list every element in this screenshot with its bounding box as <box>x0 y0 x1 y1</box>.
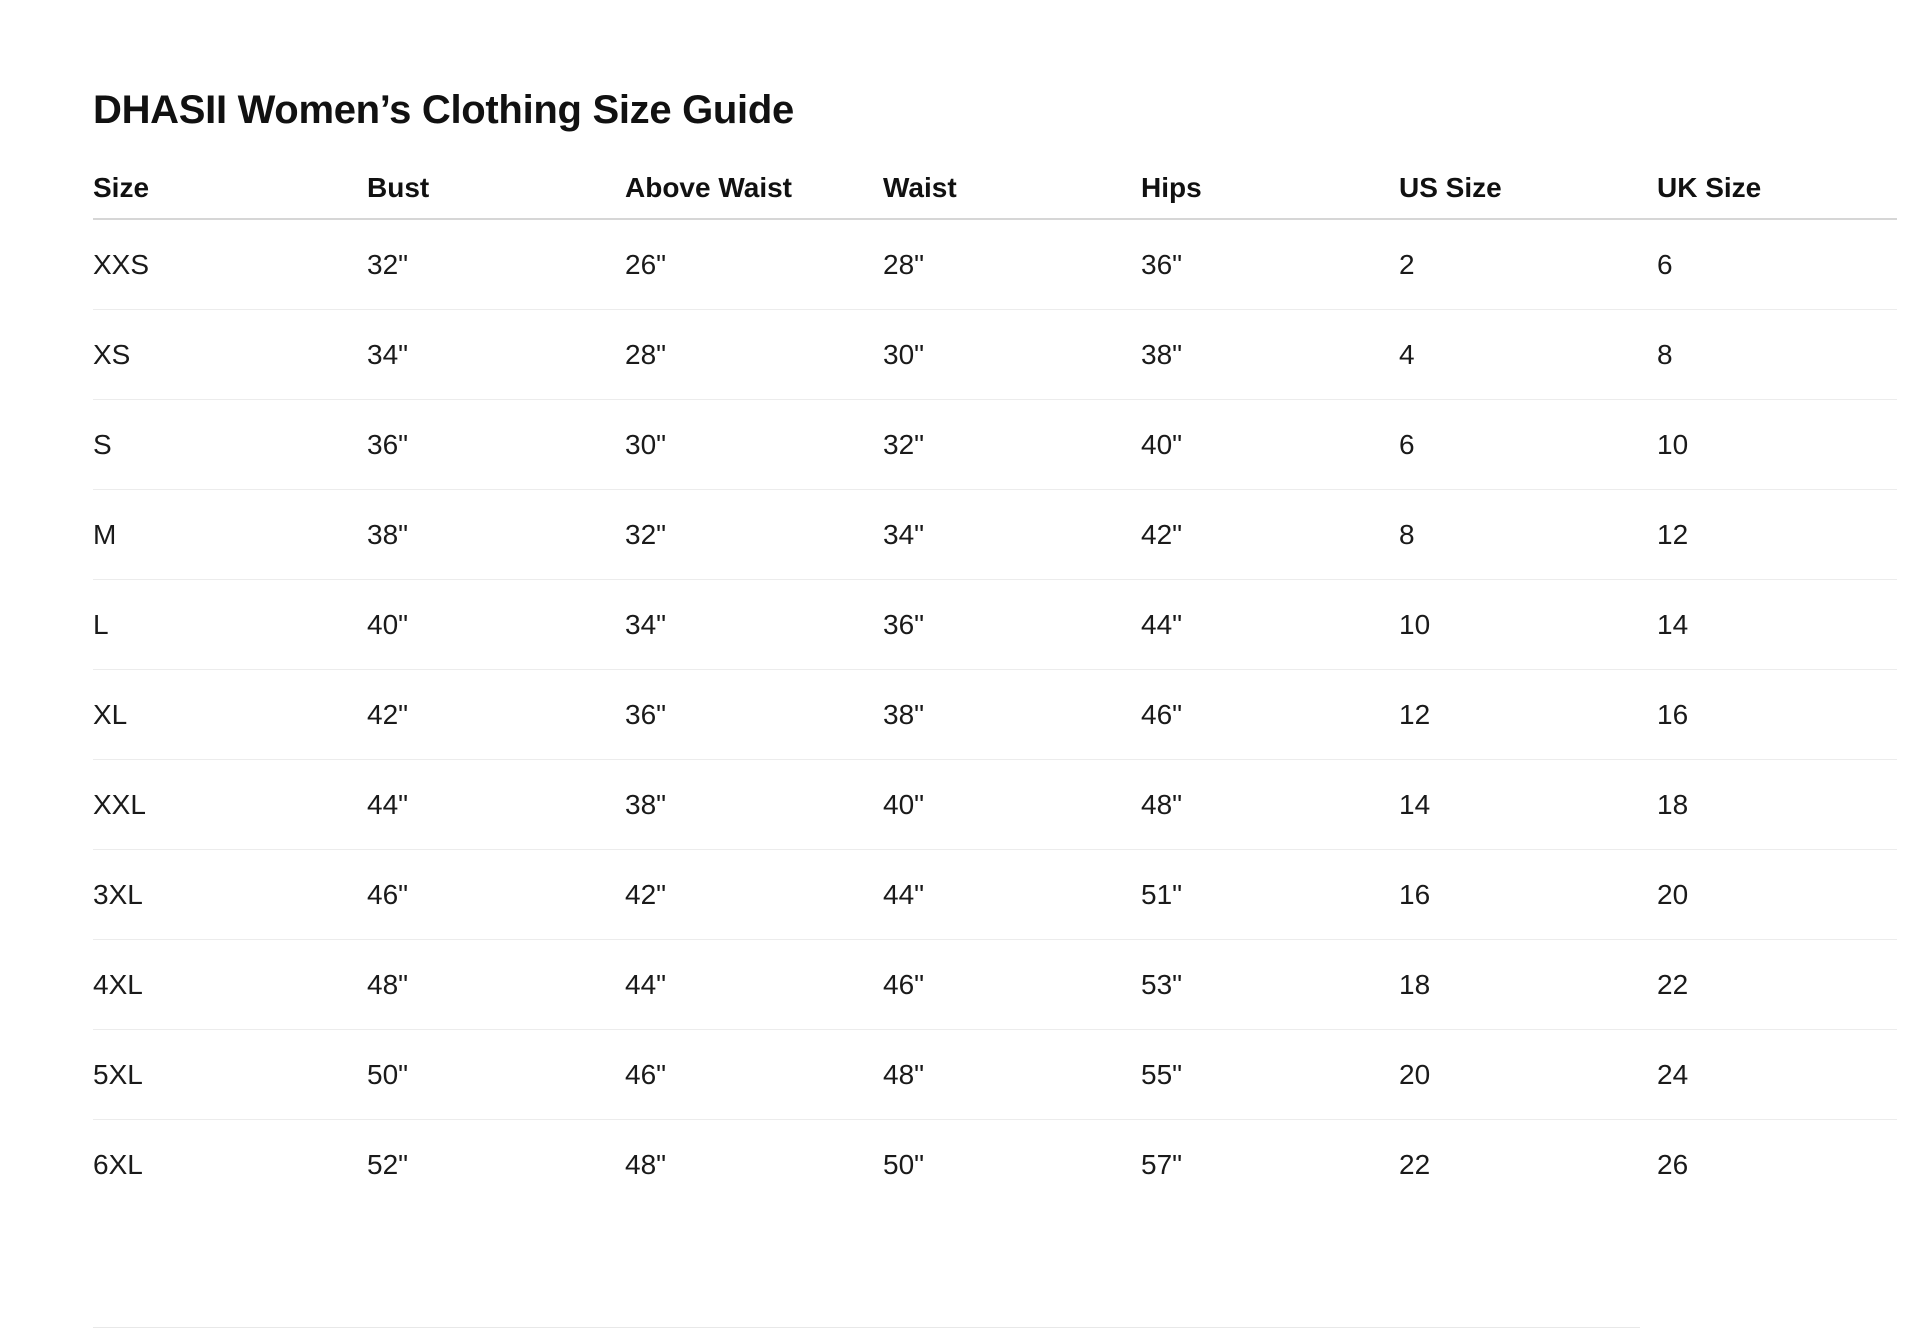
cell-bust: 36" <box>367 400 625 490</box>
table-row <box>93 580 1897 670</box>
cell-above-waist: 30" <box>625 400 883 490</box>
cell-uk-size: 14 <box>1657 580 1897 670</box>
table-body <box>93 219 1897 1209</box>
header-bust: Bust <box>367 158 625 219</box>
header-size: Size <box>93 158 367 219</box>
header-uk-size: UK Size <box>1657 158 1897 219</box>
cell-us-size: 12 <box>1399 670 1657 760</box>
cell-waist: 40" <box>883 760 1141 850</box>
cell-size: 6XL <box>93 1148 143 1180</box>
page-title: DHASII Women’s Clothing Size Guide <box>93 88 794 132</box>
cell-waist: 44" <box>883 850 1141 940</box>
cell-waist: 32" <box>883 400 1141 490</box>
cell-uk-size: 26 <box>1657 1148 1689 1180</box>
cell-hips: 40" <box>1141 400 1399 490</box>
cell-bust: 52" <box>367 1148 409 1180</box>
cell-size: XXS <box>93 219 367 310</box>
cell-uk-size: 8 <box>1657 310 1897 400</box>
cell-hips: 42" <box>1141 490 1399 580</box>
cell-above-waist: 38" <box>625 760 883 850</box>
cell-hips: 57" <box>1141 1148 1183 1180</box>
table-row <box>93 670 1897 760</box>
cell-uk-size: 24 <box>1657 1030 1897 1120</box>
cell-uk-size: 16 <box>1657 670 1897 760</box>
cell-above-waist: 28" <box>625 310 883 400</box>
table-row <box>93 760 1897 850</box>
table-row <box>93 219 1897 310</box>
size-guide <box>93 82 1897 1209</box>
cell-size: XS <box>93 310 367 400</box>
cell-size: S <box>93 400 367 490</box>
cell-hips: 55" <box>1141 1030 1399 1120</box>
cell-us-size: 10 <box>1399 580 1657 670</box>
cell-bust: 34" <box>367 310 625 400</box>
size-table <box>93 158 1897 1209</box>
table-row <box>93 400 1897 490</box>
table-row <box>93 940 1897 1030</box>
table-row <box>93 1120 1897 1210</box>
cell-waist: 30" <box>883 310 1141 400</box>
cell-uk-size: 10 <box>1657 400 1897 490</box>
cell-hips: 44" <box>1141 580 1399 670</box>
cell-above-waist: 36" <box>625 670 883 760</box>
cell-us-size: 22 <box>1399 1148 1431 1180</box>
cell-above-waist: 44" <box>625 940 883 1030</box>
cell-waist: 36" <box>883 580 1141 670</box>
table-row <box>93 490 1897 580</box>
cell-bust: 32" <box>367 219 625 310</box>
cell-uk-size: 18 <box>1657 760 1897 850</box>
cell-us-size: 18 <box>1399 940 1657 1030</box>
cell-hips: 46" <box>1141 670 1399 760</box>
cell-waist: 46" <box>883 940 1141 1030</box>
cell-us-size: 20 <box>1399 1030 1657 1120</box>
cell-waist: 34" <box>883 490 1141 580</box>
cell-above-waist: 34" <box>625 580 883 670</box>
cell-bust: 40" <box>367 580 625 670</box>
cell-size: 4XL <box>93 940 367 1030</box>
table-header <box>93 158 1897 219</box>
cell-waist: 48" <box>883 1030 1141 1120</box>
cell-size: 3XL <box>93 850 367 940</box>
cell-uk-size: 12 <box>1657 490 1897 580</box>
cell-waist: 38" <box>883 670 1141 760</box>
cell-us-size: 6 <box>1399 400 1657 490</box>
header-us-size: US Size <box>1399 158 1657 219</box>
cell-us-size: 4 <box>1399 310 1657 400</box>
cell-us-size: 8 <box>1399 490 1657 580</box>
cell-hips: 51" <box>1141 850 1399 940</box>
cell-bust: 48" <box>367 940 625 1030</box>
cell-above-waist: 48" <box>625 1148 667 1180</box>
cell-bust: 44" <box>367 760 625 850</box>
cell-bust: 38" <box>367 490 625 580</box>
cell-above-waist: 26" <box>625 219 883 310</box>
cell-uk-size: 6 <box>1657 219 1897 310</box>
cell-above-waist: 32" <box>625 490 883 580</box>
cell-uk-size: 22 <box>1657 940 1897 1030</box>
cell-size: XL <box>93 670 367 760</box>
cell-above-waist: 42" <box>625 850 883 940</box>
cell-bust: 46" <box>367 850 625 940</box>
cell-hips: 38" <box>1141 310 1399 400</box>
cell-size: 5XL <box>93 1030 367 1120</box>
header-above-waist: Above Waist <box>625 158 883 219</box>
cell-hips: 36" <box>1141 219 1399 310</box>
cell-waist: 28" <box>883 219 1141 310</box>
cell-hips: 53" <box>1141 940 1399 1030</box>
header-hips: Hips <box>1141 158 1399 219</box>
cell-hips: 48" <box>1141 760 1399 850</box>
cell-size: M <box>93 490 367 580</box>
cell-bust: 50" <box>367 1030 625 1120</box>
cell-size: L <box>93 580 367 670</box>
cell-us-size: 2 <box>1399 219 1657 310</box>
cell-bust: 42" <box>367 670 625 760</box>
cell-waist: 50" <box>883 1148 925 1180</box>
cell-uk-size: 20 <box>1657 850 1897 940</box>
header-waist: Waist <box>883 158 1141 219</box>
cell-us-size: 16 <box>1399 850 1657 940</box>
table-row <box>93 1030 1897 1120</box>
table-row <box>93 310 1897 400</box>
header-row <box>93 158 1897 219</box>
cell-size: XXL <box>93 760 367 850</box>
cell-above-waist: 46" <box>625 1030 883 1120</box>
cell-us-size: 14 <box>1399 760 1657 850</box>
table-row <box>93 850 1897 940</box>
